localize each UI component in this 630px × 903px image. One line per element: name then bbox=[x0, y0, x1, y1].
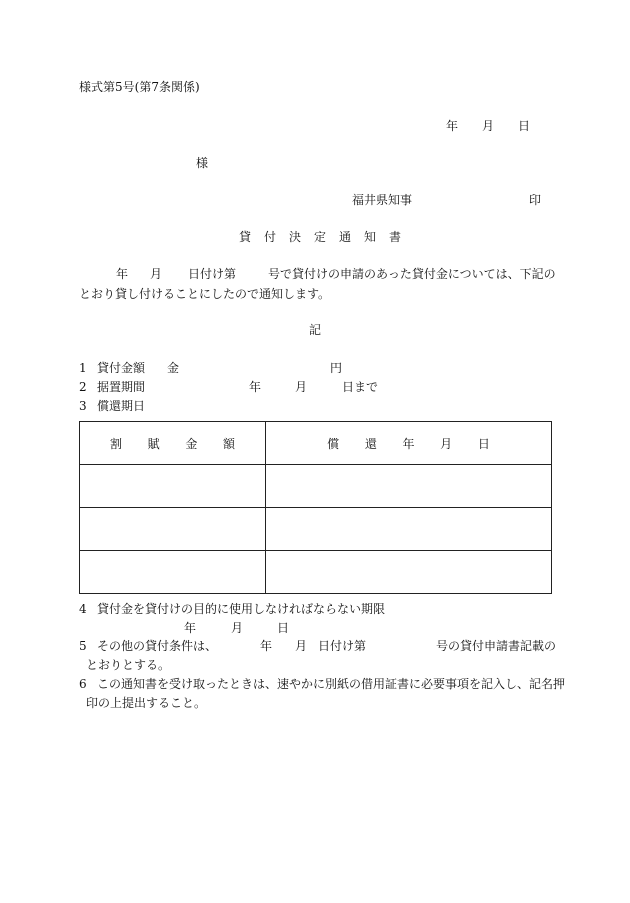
repayment-table bbox=[79, 421, 552, 594]
item4-label: 貸付金を貸付けの目的に使用しなければならない期限 bbox=[97, 602, 386, 616]
header-char: 賦 bbox=[147, 436, 160, 451]
item4-number: 4 bbox=[79, 602, 87, 616]
title-char: 書 bbox=[389, 230, 402, 244]
form-label: 様式第5号(第7条関係) bbox=[79, 80, 200, 94]
header-char: 割 bbox=[109, 436, 122, 451]
item6-line1: この通知書を受け取ったときは、速やかに別紙の借用証書に必要事項を記入し、記名押 bbox=[97, 677, 566, 691]
header-repayment-date bbox=[266, 422, 552, 465]
table-cell-date[interactable] bbox=[266, 508, 552, 551]
item3-number: 3 bbox=[79, 399, 87, 413]
item5-year: 年 bbox=[260, 639, 273, 653]
item1-label: 貸付金額 bbox=[97, 361, 146, 375]
table-row bbox=[80, 508, 552, 551]
header-installment-amount bbox=[80, 422, 266, 465]
item5-number: 5 bbox=[79, 639, 87, 653]
title-char: 定 bbox=[314, 230, 327, 244]
table-cell-amount[interactable] bbox=[80, 551, 266, 594]
item2-month: 月 bbox=[295, 380, 308, 394]
item4-month: 月 bbox=[231, 621, 244, 635]
item5-rest: 号の貸付申請書記載の bbox=[436, 639, 557, 653]
title-char: 知 bbox=[364, 230, 377, 244]
item2-year: 年 bbox=[249, 380, 262, 394]
item3-label: 償還期日 bbox=[97, 399, 146, 413]
item1-number: 1 bbox=[79, 361, 87, 375]
header-char: 月 bbox=[440, 436, 453, 451]
body-line2: とおり貸し付けることにしたので通知します。 bbox=[79, 287, 331, 301]
title-char: 付 bbox=[264, 230, 277, 244]
ki-heading: 記 bbox=[309, 323, 322, 337]
body-line1-rest: 号で貸付けの申請のあった貸付金については、下記の bbox=[268, 267, 556, 281]
title-char: 通 bbox=[339, 230, 352, 244]
body-month: 月 bbox=[150, 267, 163, 281]
header-char: 償 bbox=[327, 436, 340, 451]
item4-day: 日 bbox=[277, 621, 290, 635]
item5-month: 月 bbox=[295, 639, 308, 653]
header-char: 金 bbox=[185, 436, 198, 451]
item2-label: 据置期間 bbox=[97, 380, 146, 394]
item4-year: 年 bbox=[184, 621, 197, 635]
addressee-suffix: 様 bbox=[196, 156, 209, 170]
table-header-row bbox=[80, 422, 552, 465]
seal-mark: 印 bbox=[529, 193, 542, 207]
item1-kin: 金 bbox=[167, 361, 180, 375]
title-char: 決 bbox=[289, 230, 302, 244]
date-day-label: 日 bbox=[518, 119, 531, 133]
table-row bbox=[80, 551, 552, 594]
table-cell-amount[interactable] bbox=[80, 508, 266, 551]
item6-number: 6 bbox=[79, 677, 87, 691]
header-char: 日 bbox=[477, 436, 490, 451]
item1-yen: 円 bbox=[330, 361, 343, 375]
header-char: 年 bbox=[402, 436, 415, 451]
date-month-label: 月 bbox=[482, 119, 495, 133]
item2-until: 日まで bbox=[342, 380, 379, 394]
table-cell-date[interactable] bbox=[266, 551, 552, 594]
header-char: 額 bbox=[223, 436, 236, 451]
item5-date-no: 日付け第 bbox=[318, 639, 367, 653]
date-year-label: 年 bbox=[446, 119, 459, 133]
item6-line2: 印の上提出すること。 bbox=[86, 696, 207, 710]
item2-number: 2 bbox=[79, 380, 87, 394]
header-char: 還 bbox=[364, 436, 377, 451]
item5-line2: とおりとする。 bbox=[86, 658, 171, 672]
item5-label: その他の貸付条件は、 bbox=[97, 639, 218, 653]
table-cell-date[interactable] bbox=[266, 465, 552, 508]
table-row bbox=[80, 465, 552, 508]
issuer-name: 福井県知事 bbox=[352, 193, 413, 207]
body-date-no: 日付け第 bbox=[188, 267, 237, 281]
title-char: 貸 bbox=[239, 230, 252, 244]
table-cell-amount[interactable] bbox=[80, 465, 266, 508]
body-year: 年 bbox=[116, 267, 129, 281]
